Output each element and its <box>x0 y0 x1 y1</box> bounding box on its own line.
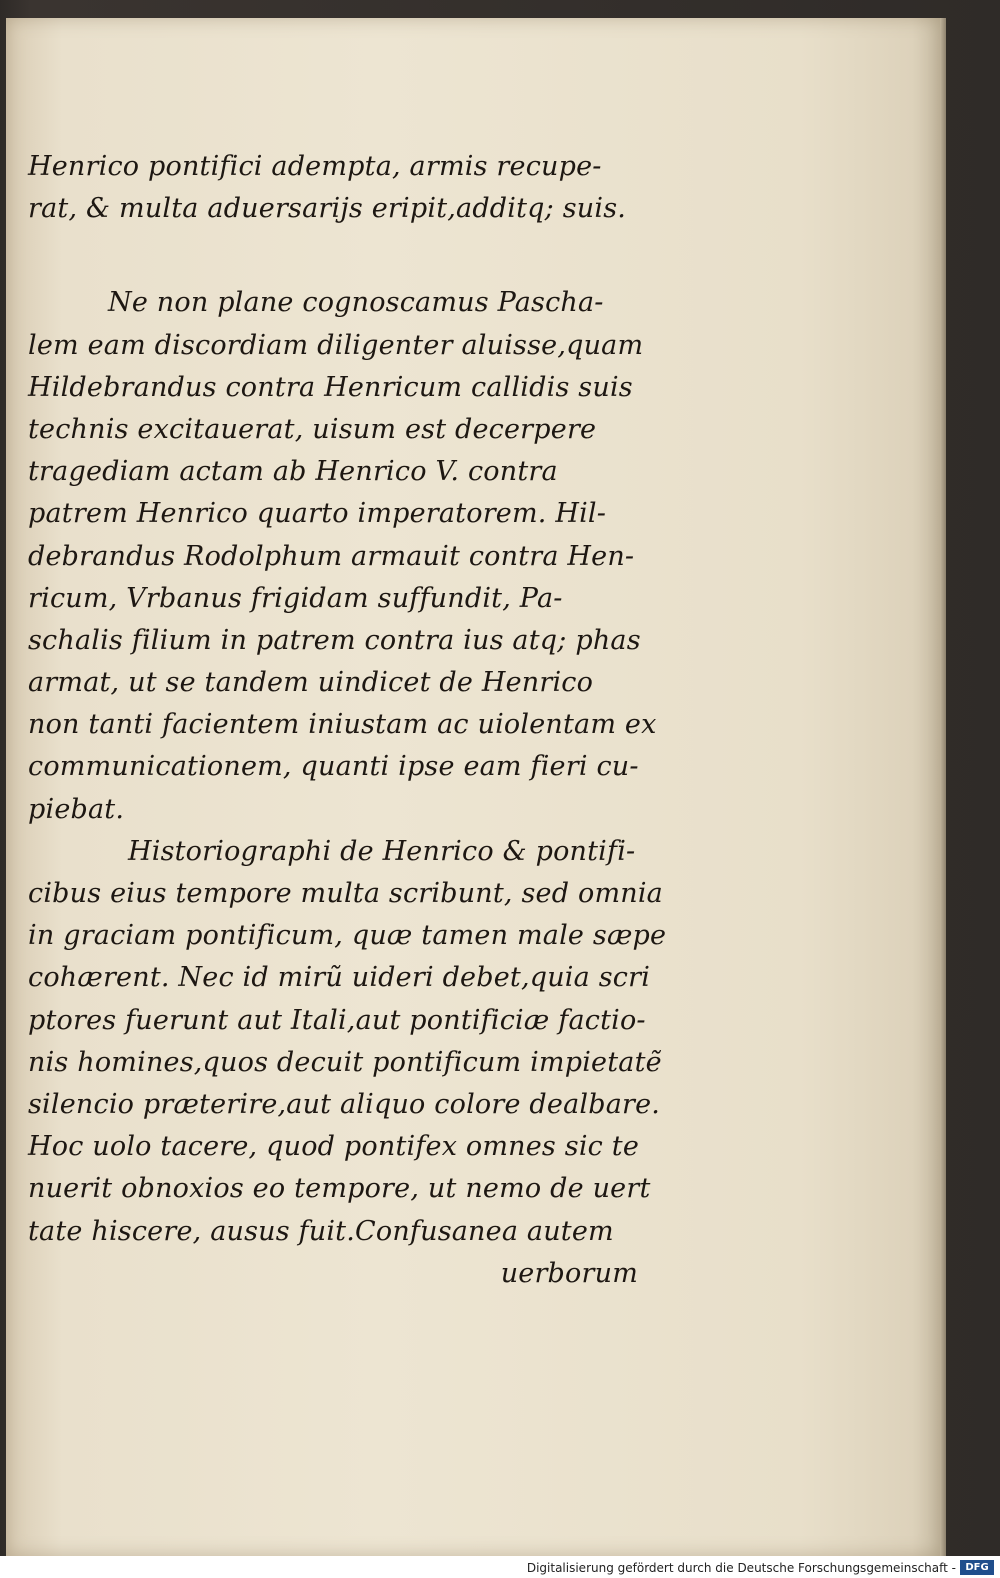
text-line: technis excitauerat, uisum est decerpere <box>28 413 597 445</box>
text-line: ptores fuerunt aut Itali,aut pontificiæ factio- <box>28 1004 646 1036</box>
text-line: nuerit obnoxios eo tempore, ut nemo de uert <box>28 1173 651 1205</box>
catchword: uerborum <box>500 1257 638 1289</box>
text-line: armat, ut se tandem uindicet de Henrico <box>28 667 594 699</box>
text-line: tragediam actam ab Henrico V. contra <box>28 456 558 488</box>
text-line: Ne non plane cognoscamus Pascha- <box>108 287 604 319</box>
text-line: rat, & multa aduersarijs eripit,additq; suis. <box>28 193 627 225</box>
text-line: schalis filium in patrem contra ius atq; phas <box>28 624 641 656</box>
text-line: debrandus Rodolphum armauit contra Hen- <box>28 540 635 572</box>
footer-bar <box>0 1556 1000 1578</box>
text-line: tate hiscere, ausus fuit.Confusanea autem <box>28 1215 614 1247</box>
book-page <box>6 18 940 1556</box>
text-line: nis homines,quos decuit pontificum impietatẽ <box>28 1046 662 1078</box>
text-line: Historiographi de Henrico & pontifi- <box>128 835 636 867</box>
funding-credit: Digitalisierung gefördert durch die Deutsche Forschungsgemeinschaft - <box>526 1561 956 1575</box>
text-line: lem eam discordiam diligenter aluisse,quam <box>28 329 644 361</box>
text-line: communicationem, quanti ipse eam fieri cu- <box>28 751 639 783</box>
text-line: ricum, Vrbanus frigidam suffundit, Pa- <box>28 582 563 614</box>
text-line: Hildebrandus contra Henricum callidis suis <box>28 371 633 403</box>
page-edge <box>940 18 946 1556</box>
text-line: piebat. <box>28 793 125 825</box>
page-text <box>28 146 667 1295</box>
text-line: Hoc uolo tacere, quod pontifex omnes sic te <box>28 1131 639 1163</box>
text-line: Henrico pontifici adempta, armis recupe- <box>28 151 602 182</box>
text-line: silencio præterire,aut aliquo colore dealbare. <box>28 1088 661 1120</box>
text-line: patrem Henrico quarto imperatorem. Hil- <box>28 498 607 530</box>
paragraph-gap <box>28 230 638 282</box>
text-line: cohærent. Nec id mirũ uideri debet,quia scri <box>28 962 651 994</box>
text-line: non tanti facientem iniustam ac uiolentam ex <box>28 709 657 741</box>
text-line: cibus eius tempore multa scribunt, sed omnia <box>28 878 663 909</box>
text-line: in graciam pontificum, quæ tamen male sæpe <box>28 920 667 952</box>
dfg-logo-icon: DFG <box>960 1560 994 1575</box>
